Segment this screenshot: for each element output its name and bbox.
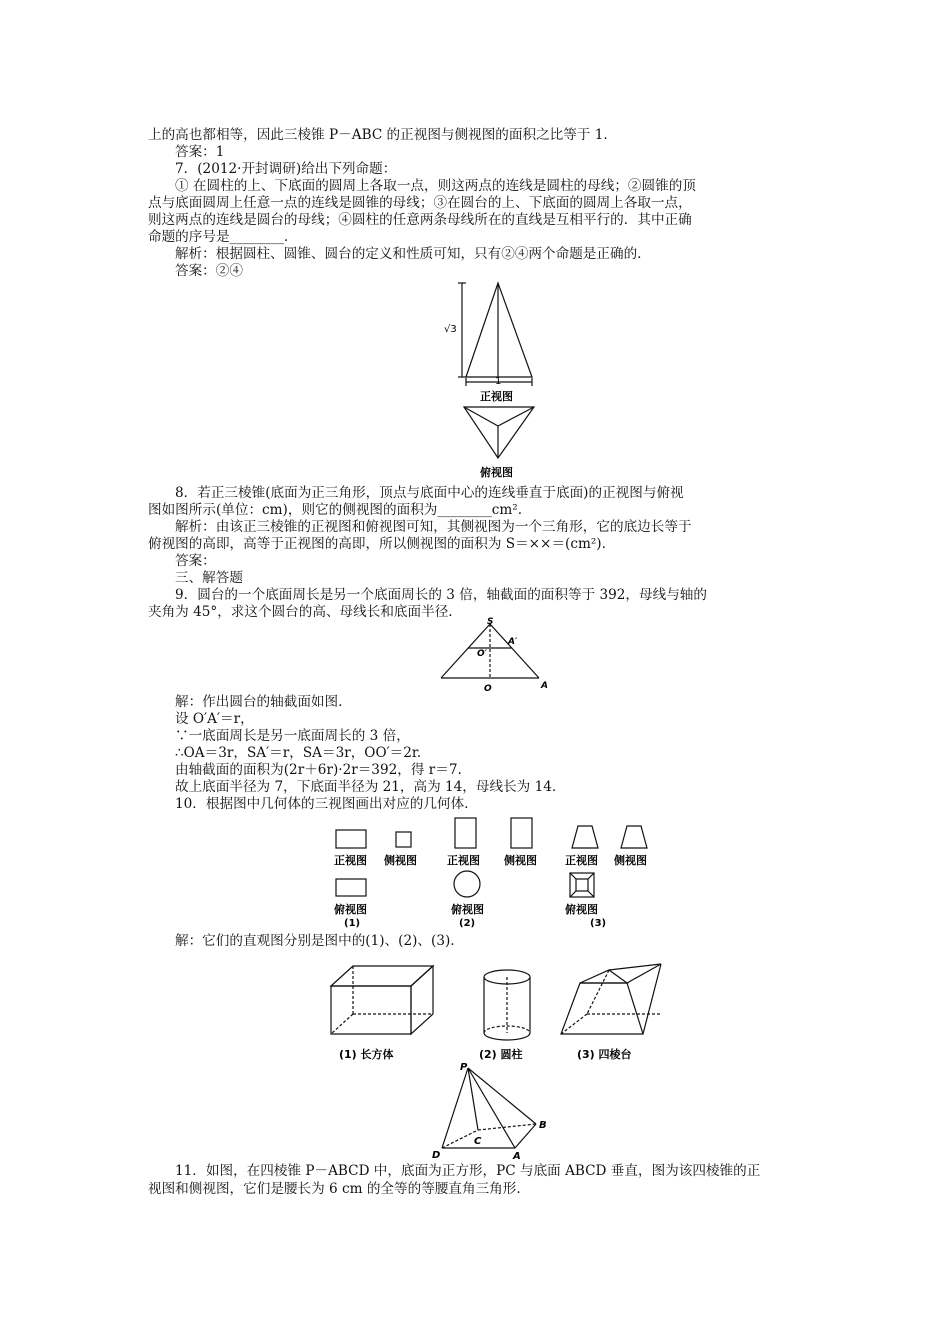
point-o-prime-label: O′ <box>477 649 488 659</box>
pyramid-views-figure <box>440 280 550 480</box>
vertex-b-label: B <box>539 1120 547 1131</box>
answer-line: 答案：②④ <box>175 263 243 279</box>
q9-figure <box>435 616 555 696</box>
question-9-title: 9．圆台的一个底面周长是另一个底面周长的 3 倍，轴截面的面积等于 392，母线与轴的 <box>175 587 707 603</box>
three-views-svg <box>330 812 670 930</box>
solids-svg <box>325 950 685 1065</box>
caption-cuboid: (1) 长方体 <box>339 1048 394 1061</box>
q8-figure <box>440 280 550 480</box>
point-a-prime-label: A′ <box>508 637 518 647</box>
set-number-1: (1) <box>344 918 361 929</box>
top-view-caption-1: 俯视图 <box>334 903 367 916</box>
solution-line: 解：它们的直观图分别是图中的(1)、(2)、(3). <box>175 933 455 949</box>
set-number-3: (3) <box>590 918 607 929</box>
side-view-caption-1: 侧视图 <box>384 854 417 867</box>
analysis-line: 解析：根据圆柱、圆锥、圆台的定义和性质可知，只有②④两个命题是正确的. <box>175 246 642 262</box>
text-line: 则这两点的连线是圆台的母线；④圆柱的任意两条母线所在的直线是互相平行的．其中正确 <box>148 212 692 228</box>
text-line: 点与底面圆周上任意一点的连线是圆锥的母线；③在圆台的上、下底面的圆周上各取一点， <box>148 195 692 211</box>
pyramid-svg <box>428 1060 558 1160</box>
question-11-title: 11．如图，在四棱锥 P－ABCD 中，底面为正方形，PC 与底面 ABCD 垂直，图为该四棱锥的正 <box>175 1163 761 1179</box>
text-line: 俯视图的高即，高等于正视图的高即，所以侧视图的面积为 S＝××＝(cm²). <box>148 536 606 552</box>
question-10-title: 10．根据图中几何体的三视图画出对应的几何体. <box>175 796 469 812</box>
answer-line: 答案： <box>175 553 216 569</box>
vertex-c-label: C <box>474 1136 482 1147</box>
text-line: 命题的序号是________. <box>148 229 289 245</box>
vertex-d-label: D <box>432 1150 441 1160</box>
front-view-caption: 正视图 <box>480 390 513 403</box>
solution-line: 设 O′A′＝r， <box>175 711 254 727</box>
front-view-caption-1: 正视图 <box>334 854 367 867</box>
front-view-caption-3: 正视图 <box>565 854 598 867</box>
point-s-label: S <box>487 617 494 627</box>
solution-line: ∵一底面周长是另一底面周长的 3 倍， <box>175 728 410 744</box>
base-label: 1 <box>495 376 502 387</box>
solution-line: 解：作出圆台的轴截面如图. <box>175 694 343 710</box>
front-view-caption-2: 正视图 <box>447 854 480 867</box>
solution-line: ∴OA＝3r，SA′＝r，SA＝3r，OO′＝2r. <box>175 745 422 761</box>
answer-line: 答案：1 <box>175 144 225 160</box>
solution-line: 故上底面半径为 7，下底面半径为 21，高为 14，母线长为 14. <box>175 779 557 795</box>
section-heading: 三、解答题 <box>175 570 243 586</box>
side-view-caption-3: 侧视图 <box>614 854 647 867</box>
caption-cylinder: (2) 圆柱 <box>479 1048 523 1061</box>
side-view-caption-2: 侧视图 <box>504 854 537 867</box>
point-o-label: O <box>484 684 492 694</box>
caption-frustum: (3) 四棱台 <box>577 1048 632 1061</box>
three-views-figure <box>330 812 670 930</box>
question-8-title: 8．若正三棱锥(底面为正三角形，顶点与底面中心的连线垂直于底面)的正视图与俯视 <box>175 485 684 501</box>
solids-figure <box>325 950 685 1065</box>
solution-line: 由轴截面的面积为(2r＋6r)·2r＝392，得 r＝7. <box>175 762 462 778</box>
vertex-a-label: A <box>513 1151 521 1160</box>
text-line: 视图和侧视图，它们是腰长为 6 cm 的全等的等腰直角三角形. <box>148 1181 521 1197</box>
point-a-label: A <box>541 681 548 691</box>
top-view-caption: 俯视图 <box>480 466 513 479</box>
text-line: ① 在圆柱的上、下底面的圆周上各取一点，则这两点的连线是圆柱的母线；②圆锥的顶 <box>175 178 696 194</box>
frustum-section-figure <box>435 616 555 696</box>
height-label: √3 <box>444 324 457 335</box>
text-line: 图如图所示(单位：cm)，则它的侧视图的面积为________cm². <box>148 502 523 518</box>
top-view-caption-2: 俯视图 <box>451 903 484 916</box>
top-view-caption-3: 俯视图 <box>565 903 598 916</box>
analysis-line: 解析：由该正三棱锥的正视图和俯视图可知，其侧视图为一个三角形，它的底边长等于 <box>175 519 692 535</box>
text-line: 夹角为 45°，求这个圆台的高、母线长和底面半径. <box>148 604 453 620</box>
text-line: 上的高也都相等，因此三棱锥 P－ABC 的正视图与侧视图的面积之比等于 1. <box>148 127 608 143</box>
vertex-p-label: P <box>460 1062 468 1073</box>
question-7-title: 7．(2012·开封调研)给出下列命题： <box>175 161 397 177</box>
pyramid-figure <box>428 1060 558 1160</box>
set-number-2: (2) <box>459 918 476 929</box>
